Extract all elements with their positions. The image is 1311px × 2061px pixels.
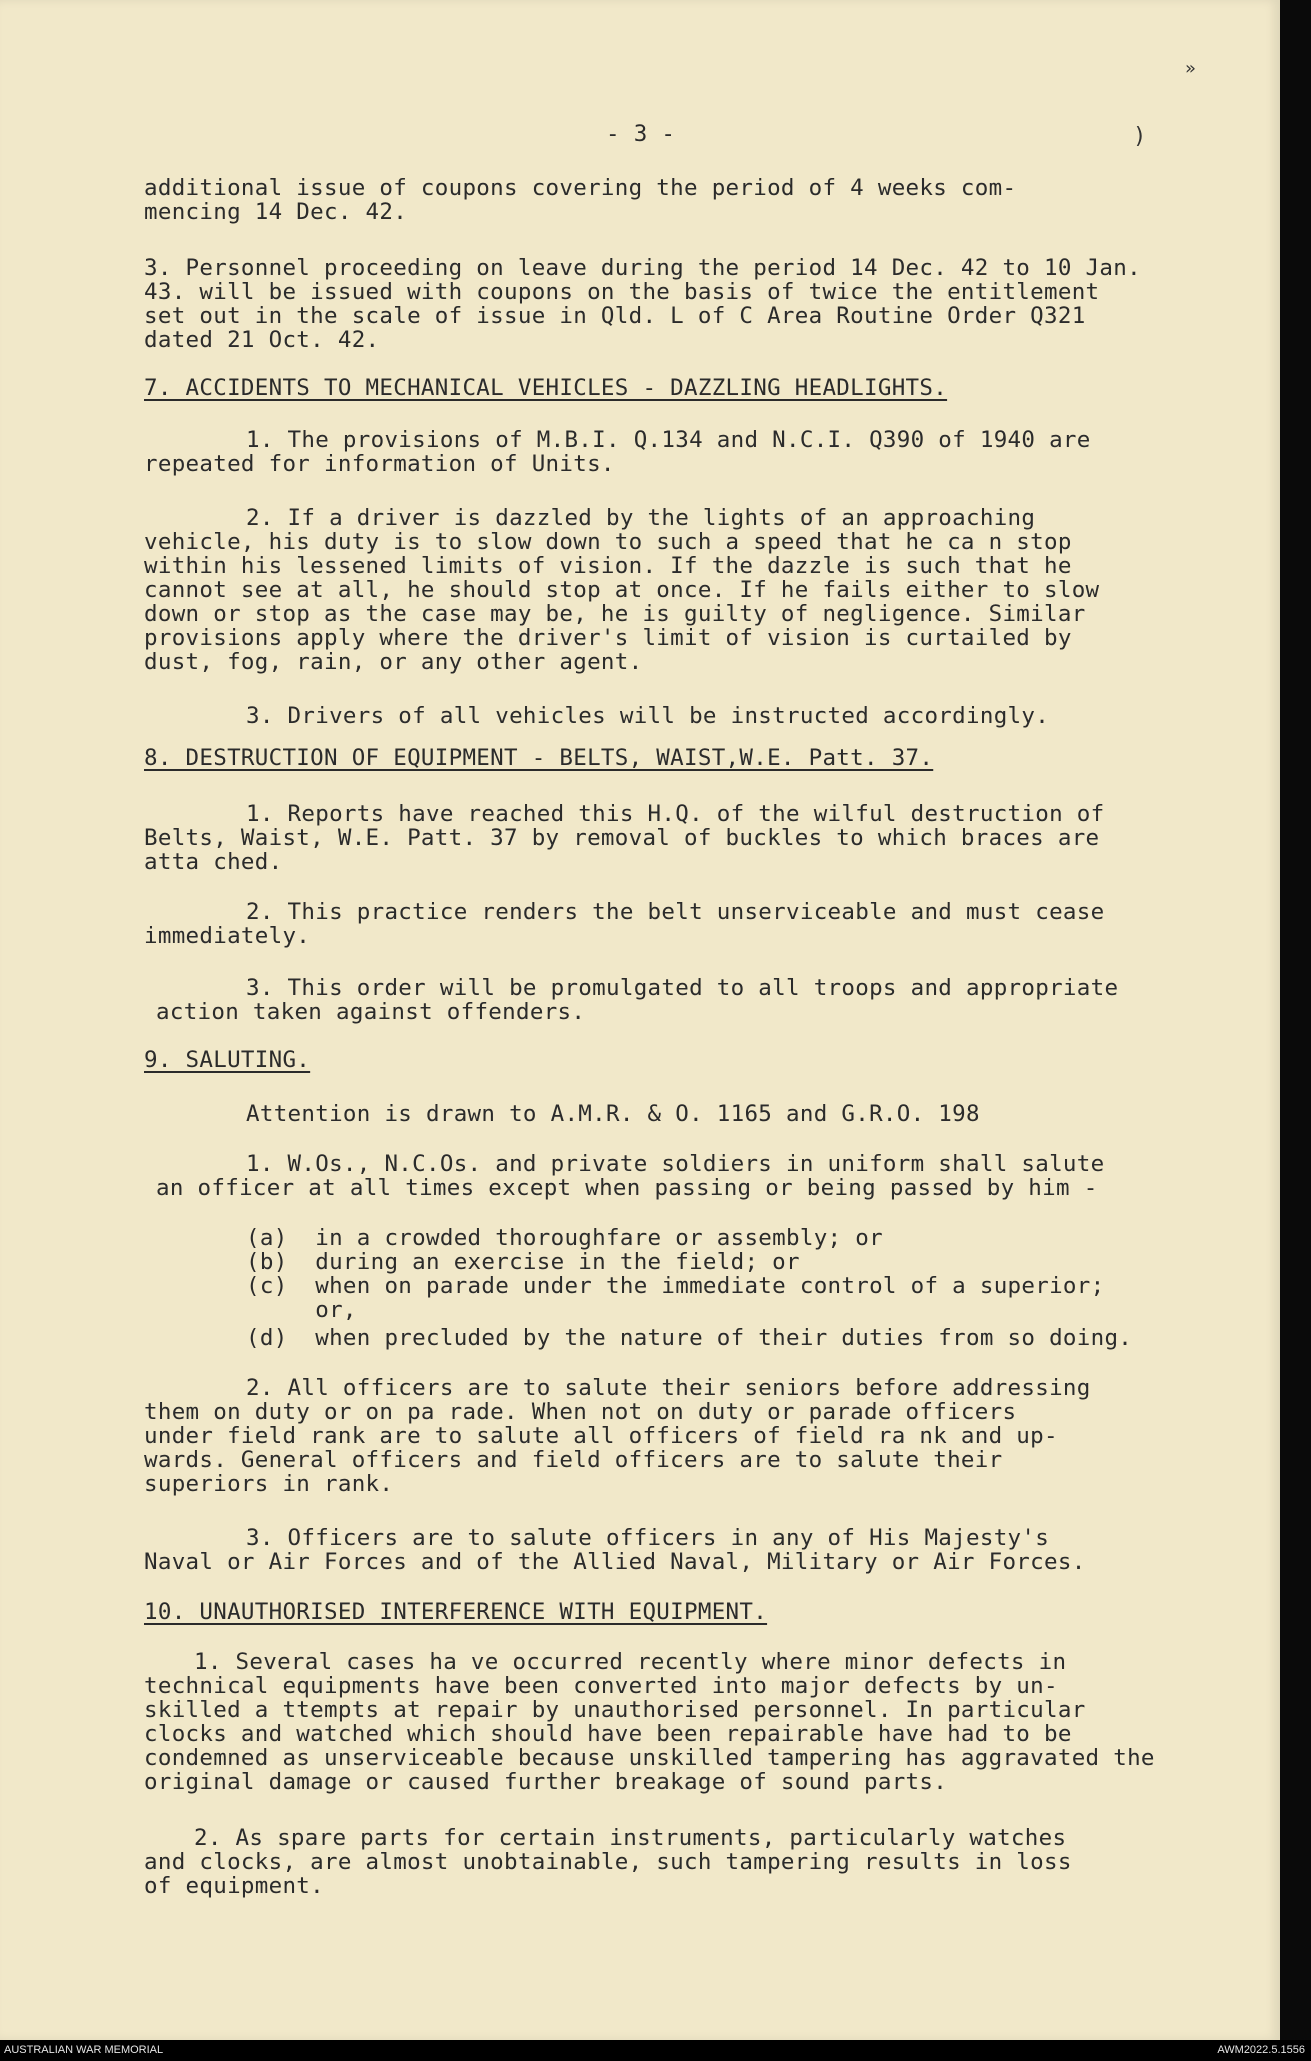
body-line: 1. Reports have reached this H.Q. of the wilful destruction of [246, 801, 1105, 827]
list-item: (a) in a crowded thoroughfare or assembly; or [246, 1225, 883, 1251]
body-line: skilled a ttempts at repair by unauthorised personnel. In particular [144, 1697, 1086, 1723]
section-heading: 8. DESTRUCTION OF EQUIPMENT - BELTS, WAIST,W.E. Patt. 37. [144, 745, 934, 771]
footer-source: AUSTRALIAN WAR MEMORIAL [4, 2044, 164, 2056]
archive-footer [0, 2040, 1311, 2061]
body-line: 3. Officers are to salute officers in any of His Majesty's [246, 1525, 1050, 1551]
body-line: action taken against offenders. [156, 999, 586, 1025]
body-line: of equipment. [144, 1873, 324, 1899]
body-line: an officer at all times except when passing or being passed by him - [156, 1175, 1098, 1201]
body-line: down or stop as the case may be, he is guilty of negligence. Similar [144, 601, 1086, 627]
body-line: cannot see at all, he should stop at once. If he fails either to slow [144, 577, 1100, 603]
body-line: them on duty or on pa rade. When not on duty or parade officers [144, 1399, 1017, 1425]
body-line: under field rank are to salute all officers of field ra nk and up- [144, 1423, 1058, 1449]
list-item: (d) when precluded by the nature of their duties from so doing. [246, 1325, 1133, 1351]
body-line: 1. Several cases ha ve occurred recently where minor defects in [194, 1649, 1067, 1675]
body-line: 1. The provisions of M.B.I. Q.134 and N.C.I. Q390 of 1940 are [246, 427, 1091, 453]
body-line: additional issue of coupons covering the period of 4 weeks com- [144, 175, 1017, 201]
body-line: atta ched. [144, 849, 283, 875]
body-line: 3. Drivers of all vehicles will be instructed accordingly. [246, 703, 1050, 729]
body-line: set out in the scale of issue in Qld. L of C Area Routine Order Q321 [144, 303, 1086, 329]
body-line: Attention is drawn to A.M.R. & O. 1165 and G.R.O. 198 [246, 1101, 980, 1127]
body-line: technical equipments have been converted into major defects by un- [144, 1673, 1058, 1699]
body-line: wards. General officers and field officers are to salute their [144, 1447, 1003, 1473]
body-line: clocks and watched which should have been repairable have had to be [144, 1721, 1072, 1747]
body-line: repeated for information of Units. [144, 451, 615, 477]
body-line: and clocks, are almost unobtainable, such tampering results in loss [144, 1849, 1072, 1875]
body-line: 3. This order will be promulgated to all troops and appropriate [246, 975, 1119, 1001]
section-heading: 10. UNAUTHORISED INTERFERENCE WITH EQUIPMENT. [144, 1599, 768, 1625]
body-line: within his lessened limits of vision. If the dazzle is such that he [144, 553, 1072, 579]
body-line: 2. As spare parts for certain instruments, particularly watches [194, 1825, 1067, 1851]
body-line: dated 21 Oct. 42. [144, 327, 380, 353]
list-item: or, [246, 1297, 357, 1323]
section-heading: 7. ACCIDENTS TO MECHANICAL VEHICLES - DAZZLING HEADLIGHTS. [144, 375, 948, 401]
body-line: original damage or caused further breakage of sound parts. [144, 1769, 948, 1795]
margin-mark-right: ) [1135, 124, 1144, 149]
body-line: immediately. [144, 923, 311, 949]
list-item: (b) during an exercise in the field; or [246, 1249, 800, 1275]
body-line: 2. All officers are to salute their seniors before addressing [246, 1375, 1091, 1401]
body-line: 2. If a driver is dazzled by the lights of an approaching [246, 505, 1036, 531]
page-number: - 3 - [606, 121, 676, 147]
body-line: dust, fog, rain, or any other agent. [144, 649, 643, 675]
page-edge-shadow [1280, 0, 1311, 2040]
body-line: 2. This practice renders the belt unserviceable and must cease [246, 899, 1105, 925]
body-line: 1. W.Os., N.C.Os. and private soldiers in uniform shall salute [246, 1151, 1105, 1177]
body-line: vehicle, his duty is to slow down to such a speed that he ca n stop [144, 529, 1072, 555]
body-line: 3. Personnel proceeding on leave during the period 14 Dec. 42 to 10 Jan. [144, 255, 1141, 281]
list-item: (c) when on parade under the immediate control of a superior; [246, 1273, 1105, 1299]
margin-mark-top: » [1185, 58, 1197, 79]
footer-reference: AWM2022.5.1556 [1217, 2044, 1305, 2056]
body-line: Belts, Waist, W.E. Patt. 37 by removal of buckles to which braces are [144, 825, 1100, 851]
body-line: provisions apply where the driver's limit of vision is curtailed by [144, 625, 1072, 651]
section-heading: 9. SALUTING. [144, 1047, 311, 1073]
body-line: Naval or Air Forces and of the Allied Naval, Military or Air Forces. [144, 1549, 1086, 1575]
body-line: superiors in rank. [144, 1471, 394, 1497]
body-line: 43. will be issued with coupons on the basis of twice the entitlement [144, 279, 1100, 305]
body-line: mencing 14 Dec. 42. [144, 199, 408, 225]
body-line: condemned as unserviceable because unskilled tampering has aggravated the [144, 1745, 1155, 1771]
